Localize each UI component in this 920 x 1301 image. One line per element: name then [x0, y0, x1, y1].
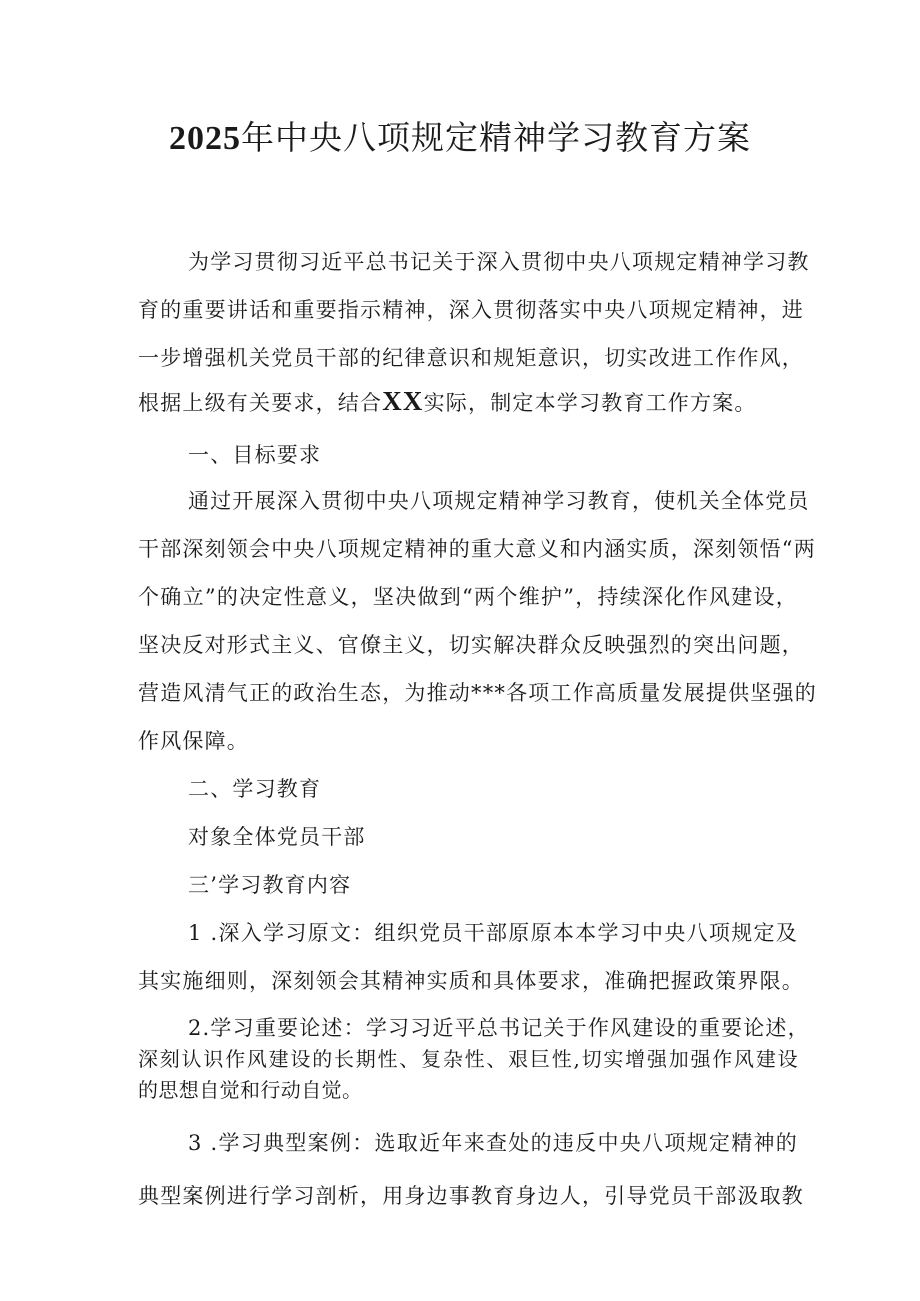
intro-line-4-post: 实际，制定本学习教育工作方案。: [423, 391, 757, 415]
intro-line-1: 为学习贯彻习近平总书记关于深入贯彻中央八项规定精神学习教: [188, 250, 810, 274]
section1-line-4: 坚决反对形式主义、官僚主义，切实解决群众反映强烈的突出问题，: [138, 633, 804, 657]
intro-xx-placeholder: XX: [382, 386, 424, 416]
item1-line-2: 其实施细则，深刻领会其精神实质和具体要求，准确把握政策界限。: [138, 969, 804, 993]
section1-line-2: 干部深刻领会中央八项规定精神的重大意义和内涵实质，深刻领悟“两: [138, 537, 816, 561]
document-title: [0, 112, 920, 159]
title-text: 年中央八项规定精神学习教育方案: [241, 118, 751, 157]
section1-line-3: 个确立”的决定性意义，坚决做到“两个维护”，持续深化作风建设，: [138, 585, 798, 609]
item3-line-2: 典型案例进行学习剖析，用身边事教育身边人，引导党员干部汲取教: [138, 1184, 804, 1208]
section2-heading: 二、学习教育: [188, 777, 322, 801]
section1-line-6: 作风保障。: [138, 729, 249, 753]
intro-line-4-pre: 根据上级有关要求，结合: [138, 391, 383, 415]
item3-line-1: 3 .学习典型案例：选取近年来查处的违反中央八项规定精神的: [188, 1131, 798, 1155]
item1-line-1: 1 .深入学习原文：组织党员干部原原本本学习中央八项规定及: [188, 921, 798, 945]
item2-line-2: 深刻认识作风建设的长期性、复杂性、艰巨性,切实增强加强作风建设: [138, 1047, 798, 1071]
item2-line-3: 的思想自觉和行动自觉。: [138, 1078, 363, 1102]
section2-target: 对象全体党员干部: [188, 825, 366, 849]
section3-heading: 三’学习教育内容: [188, 873, 352, 897]
section1-heading: 一、目标要求: [188, 443, 322, 467]
intro-line-3: 一步增强机关党员干部的纪律意识和规矩意识，切实改进工作作风，: [138, 346, 804, 370]
title-year: 2025: [169, 120, 241, 157]
item2-line-1: 2.学习重要论述：学习习近平总书记关于作风建设的重要论述，: [188, 1016, 810, 1040]
section1-line-5: 营造风清气正的政治生态，为推动***各项工作高质量发展提供坚强的: [138, 681, 817, 705]
intro-line-2: 育的重要讲话和重要指示精神，深入贯彻落实中央八项规定精神，进: [138, 298, 804, 322]
intro-line-4: [138, 386, 798, 417]
section1-line-1: 通过开展深入贯彻中央八项规定精神学习教育，使机关全体党员: [188, 489, 810, 513]
